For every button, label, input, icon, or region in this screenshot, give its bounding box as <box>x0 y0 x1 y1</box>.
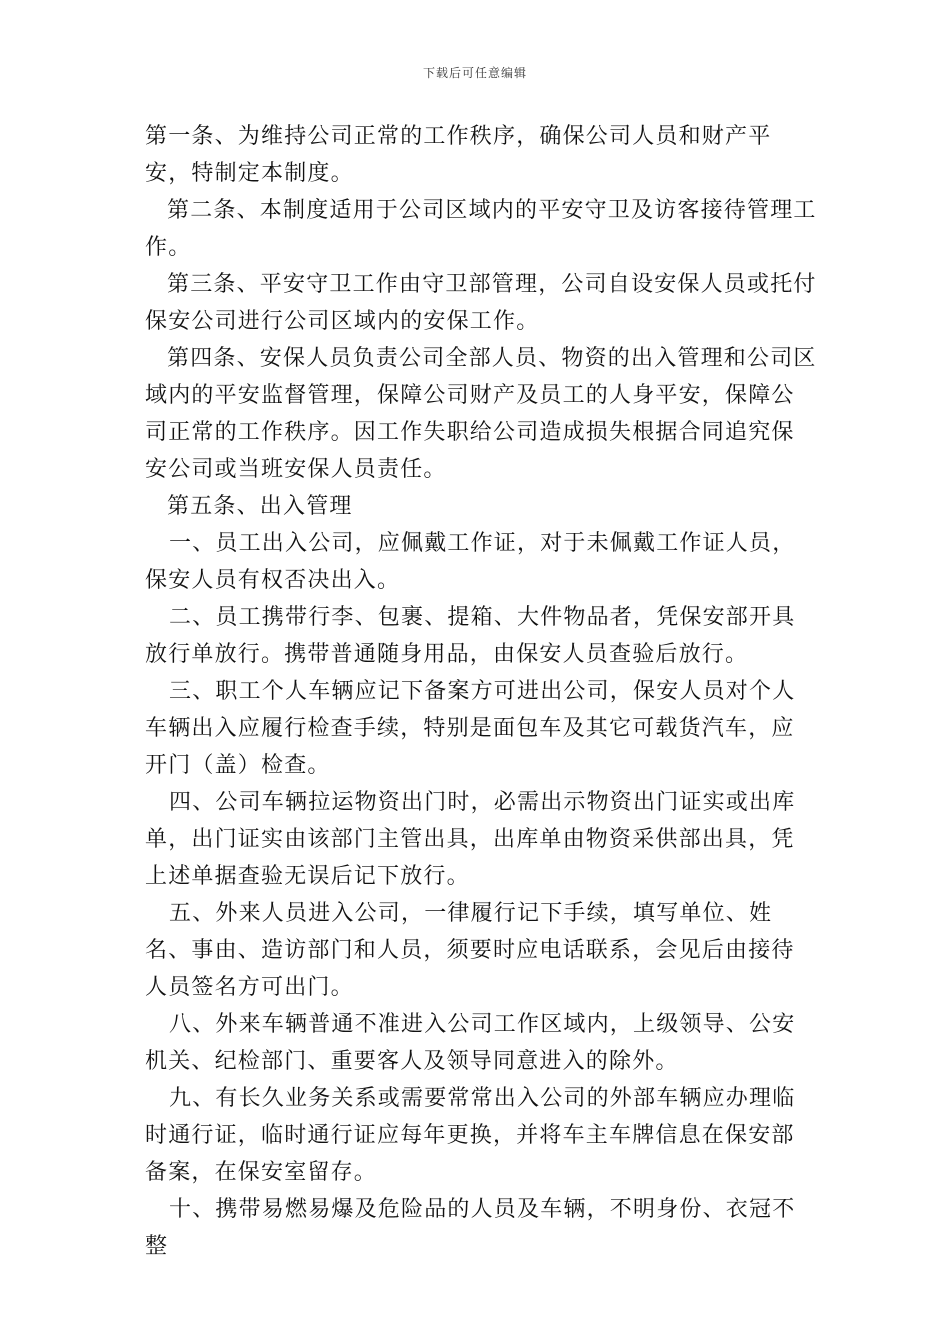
clause-10-paragraph: 十、携带易燃易爆及危险品的人员及车辆，不明身份、衣冠不整 <box>145 1197 796 1259</box>
clause-5-paragraph: 五、外来人员进入公司，一律履行记下手续，填写单位、姓名、事由、造访部门和人员，须要时应电话联系，会见后由接待人员签名方可出门。 <box>145 901 795 1000</box>
clause-8-paragraph: 八、外来车辆普通不准进入公司工作区域内，上级领导、公安机关、纪检部门、重要客人及领导同意进入的除外。 <box>145 1012 796 1074</box>
clause-1-paragraph: 一、员工出入公司，应佩戴工作证，对于未佩戴工作证人员，保安人员有权否决出入。 <box>145 531 796 593</box>
article-1-paragraph: 第一条、为维持公司正常的工作秩序，确保公司人员和财产平安，特制定本制度。 <box>145 124 772 186</box>
page-header-note: 下载后可任意编辑 <box>422 66 527 80</box>
article-5-heading: 第五条、出入管理 <box>167 494 353 519</box>
clause-9-paragraph: 九、有长久业务关系或需要常常出入公司的外部车辆应办理临时通行证，临时通行证应每年更换，并将车主车牌信息在保安部备案，在保安室留存。 <box>145 1086 796 1185</box>
clause-4-paragraph: 四、公司车辆拉运物资出门时，必需出示物资出门证实或出库单，出门证实由该部门主管出具，出库单由物资采供部出具，凭上述单据查验无误后记下放行。 <box>145 790 796 889</box>
document-body <box>145 118 817 1265</box>
clause-3-paragraph: 三、职工个人车辆应记下备案方可进出公司，保安人员对个人车辆出入应履行检查手续，特别是面包车及其它可载货汽车，应开门（盖）检查。 <box>145 679 796 778</box>
article-2-paragraph: 第二条、本制度适用于公司区域内的平安守卫及访客接待管理工作。 <box>145 198 817 260</box>
article-3-paragraph: 第三条、平安守卫工作由守卫部管理，公司自设安保人员或托付保安公司进行公司区域内的安保工作。 <box>145 272 817 334</box>
clause-2-paragraph: 二、员工携带行李、包裹、提箱、大件物品者，凭保安部开具放行单放行。携带普通随身用品，由保安人员查验后放行。 <box>145 605 796 667</box>
article-4-paragraph: 第四条、安保人员负责公司全部人员、物资的出入管理和公司区域内的平安监督管理，保障公司财产及员工的人身平安，保障公司正常的工作秩序。因工作失职给公司造成损失根据合同追究保安公司或当班安保人员责任。 <box>145 346 817 482</box>
